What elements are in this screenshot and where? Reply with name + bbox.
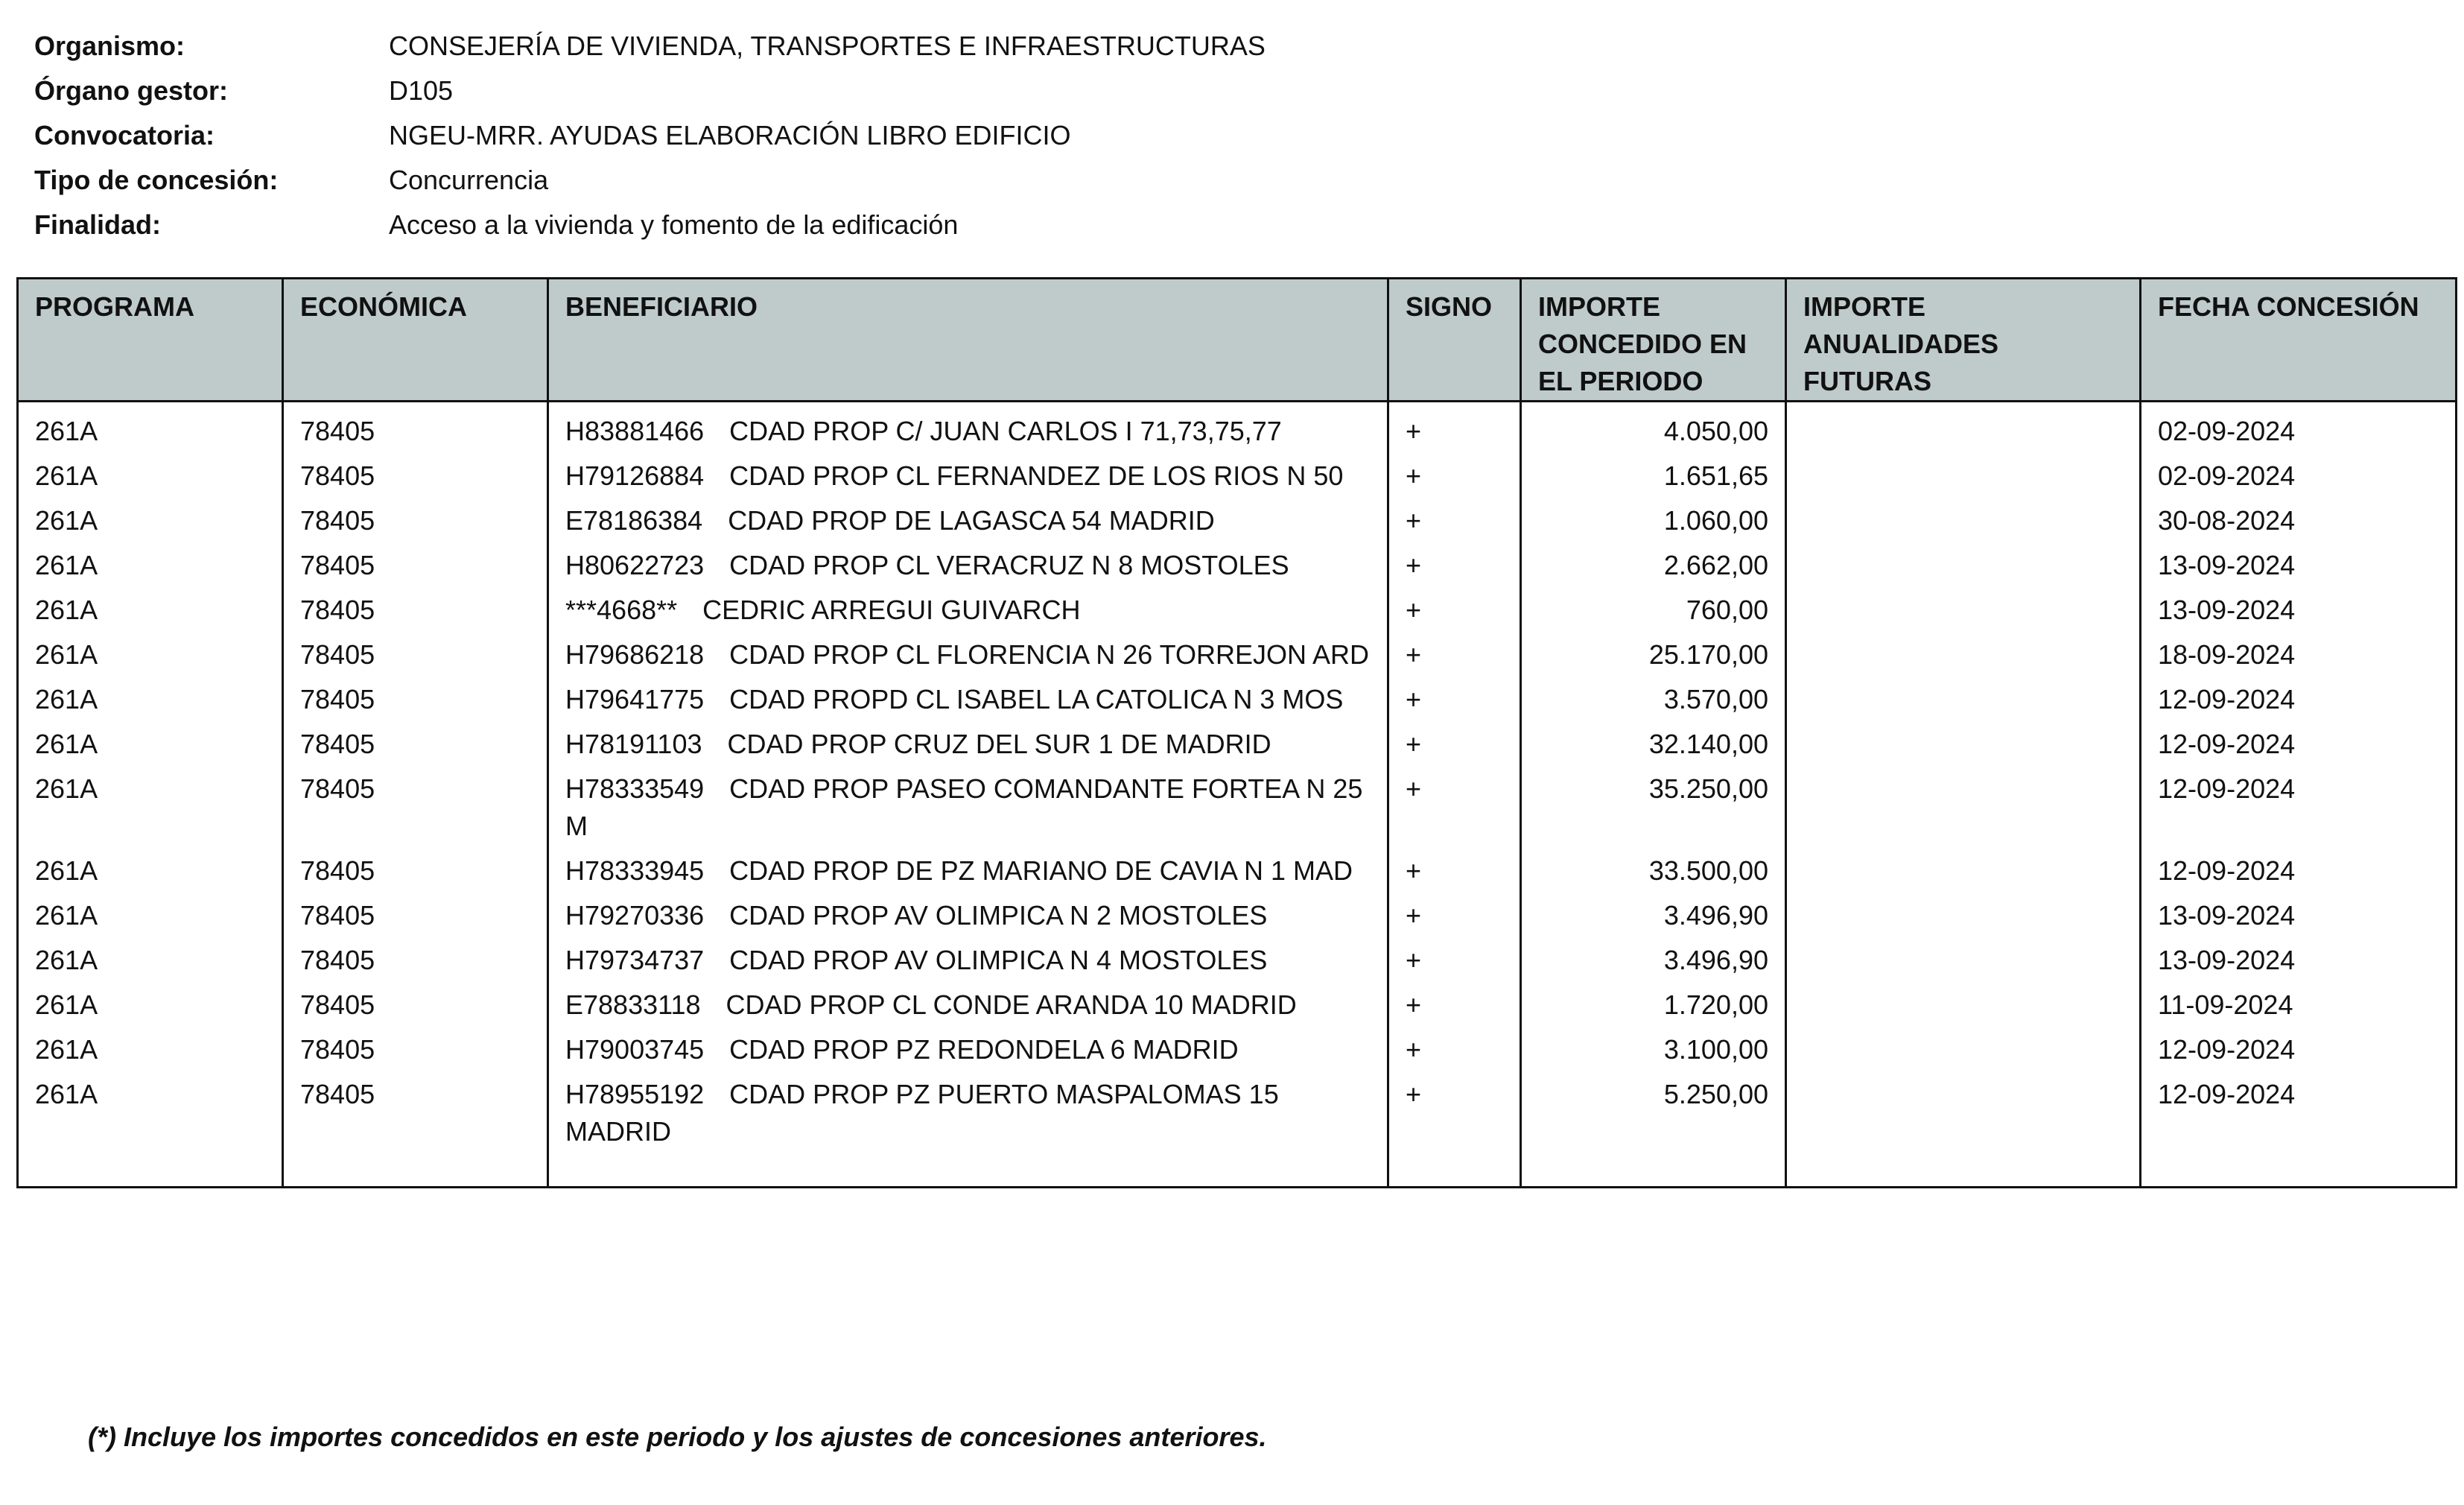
table-row [18,1024,2457,1068]
table-row [18,1068,2457,1188]
table-row [18,979,2457,1024]
cell-beneficiario [548,674,1388,718]
beneficiary-name: CEDRIC ARREGUI GUIVARCH [702,595,1081,625]
beneficiary-name: CDAD PROP PASEO COMANDANTE FORTEA N 25 M [565,773,1363,841]
cell-economica: 78405 [283,979,548,1024]
cell-importe-futuras [1786,674,2141,718]
cell-signo: + [1388,539,1521,584]
cell-importe-futuras [1786,629,2141,674]
table-row [18,629,2457,674]
beneficiary-id: H78955192 [565,1079,705,1109]
cell-programa: 261A [18,718,283,763]
field-value: Acceso a la vivienda y fomento de la edificación [389,209,959,240]
table-row [18,674,2457,718]
cell-beneficiario [548,718,1388,763]
field-label: Tipo de concesión: [34,165,279,195]
cell-importe-concedido: 3.100,00 [1521,1024,1786,1068]
cell-signo: + [1388,450,1521,495]
cell-beneficiario [548,934,1388,979]
field-tipo-concesion [34,158,1266,203]
cell-fecha-concesion: 12-09-2024 [2141,763,2457,845]
cell-fecha-concesion: 12-09-2024 [2141,1024,2457,1068]
table-row [18,890,2457,934]
table-row [18,763,2457,845]
column-header-economica: ECONÓMICA [283,279,548,402]
cell-economica: 78405 [283,629,548,674]
cell-importe-futuras [1786,934,2141,979]
column-header-fecha-concesion: FECHA CONCESIÓN [2141,279,2457,402]
beneficiary-name: CDAD PROP C/ JUAN CARLOS I 71,73,75,77 [729,416,1282,446]
cell-beneficiario [548,1068,1388,1188]
field-label: Finalidad: [34,209,161,240]
cell-signo: + [1388,402,1521,451]
beneficiary-id: H79270336 [565,900,705,931]
cell-programa: 261A [18,584,283,629]
cell-programa: 261A [18,1024,283,1068]
cell-signo: + [1388,718,1521,763]
cell-fecha-concesion: 12-09-2024 [2141,845,2457,890]
cell-programa: 261A [18,1068,283,1188]
cell-programa: 261A [18,495,283,539]
cell-signo: + [1388,763,1521,845]
cell-economica: 78405 [283,718,548,763]
cell-importe-futuras [1786,845,2141,890]
cell-beneficiario [548,629,1388,674]
cell-importe-futuras [1786,450,2141,495]
beneficiary-name: CDAD PROP AV OLIMPICA N 4 MOSTOLES [729,945,1268,975]
cell-fecha-concesion: 02-09-2024 [2141,402,2457,451]
cell-programa: 261A [18,890,283,934]
cell-importe-concedido: 1.060,00 [1521,495,1786,539]
cell-programa: 261A [18,934,283,979]
cell-beneficiario [548,450,1388,495]
beneficiary-id: H79126884 [565,460,705,491]
table-row [18,718,2457,763]
beneficiary-name: CDAD PROP DE LAGASCA 54 MADRID [728,505,1215,536]
footnote: (*) Incluye los importes concedidos en este periodo y los ajustes de concesiones anteriores. [88,1422,1267,1452]
cell-importe-concedido: 1.720,00 [1521,979,1786,1024]
beneficiary-id: H83881466 [565,416,705,446]
beneficiary-id: E78186384 [565,505,703,536]
cell-importe-concedido: 760,00 [1521,584,1786,629]
cell-programa: 261A [18,450,283,495]
cell-economica: 78405 [283,1068,548,1188]
field-value: NGEU-MRR. AYUDAS ELABORACIÓN LIBRO EDIFICIO [389,120,1071,150]
cell-importe-concedido: 25.170,00 [1521,629,1786,674]
cell-programa: 261A [18,539,283,584]
field-label: Órgano gestor: [34,75,229,106]
table-row [18,934,2457,979]
cell-importe-futuras [1786,718,2141,763]
cell-importe-futuras [1786,539,2141,584]
cell-programa: 261A [18,845,283,890]
beneficiary-id: H79003745 [565,1034,705,1065]
beneficiary-id: H78333945 [565,855,705,886]
beneficiary-name: CDAD PROP DE PZ MARIANO DE CAVIA N 1 MAD [729,855,1353,886]
cell-importe-futuras [1786,890,2141,934]
cell-economica: 78405 [283,845,548,890]
cell-programa: 261A [18,763,283,845]
cell-beneficiario [548,495,1388,539]
table-row [18,584,2457,629]
cell-signo: + [1388,674,1521,718]
cell-importe-futuras [1786,1024,2141,1068]
cell-importe-concedido: 33.500,00 [1521,845,1786,890]
cell-economica: 78405 [283,674,548,718]
cell-importe-concedido: 3.570,00 [1521,674,1786,718]
cell-programa: 261A [18,979,283,1024]
cell-fecha-concesion: 13-09-2024 [2141,890,2457,934]
table-row [18,539,2457,584]
cell-fecha-concesion: 13-09-2024 [2141,584,2457,629]
table-row [18,495,2457,539]
cell-fecha-concesion: 12-09-2024 [2141,718,2457,763]
beneficiary-name: CDAD PROP PZ REDONDELA 6 MADRID [729,1034,1239,1065]
beneficiary-id: E78833118 [565,989,701,1020]
cell-importe-futuras [1786,979,2141,1024]
field-organismo [34,24,1266,69]
column-header-importe-concedido: IMPORTE CONCEDIDO EN EL PERIODO [1521,279,1786,402]
cell-signo: + [1388,629,1521,674]
cell-fecha-concesion: 18-09-2024 [2141,629,2457,674]
cell-economica: 78405 [283,934,548,979]
field-value: D105 [389,75,454,106]
cell-fecha-concesion: 12-09-2024 [2141,1068,2457,1188]
cell-programa: 261A [18,629,283,674]
cell-signo: + [1388,1068,1521,1188]
cell-fecha-concesion: 30-08-2024 [2141,495,2457,539]
cell-signo: + [1388,934,1521,979]
cell-fecha-concesion: 13-09-2024 [2141,934,2457,979]
beneficiary-id: H79686218 [565,639,705,670]
cell-fecha-concesion: 12-09-2024 [2141,674,2457,718]
cell-beneficiario [548,890,1388,934]
cell-beneficiario [548,763,1388,845]
table-body [18,402,2457,1188]
field-finalidad [34,203,1266,247]
beneficiary-id: H78333549 [565,773,705,804]
field-value: Concurrencia [389,165,549,195]
field-label: Organismo: [34,31,185,61]
cell-importe-concedido: 32.140,00 [1521,718,1786,763]
cell-importe-futuras [1786,763,2141,845]
field-convocatoria [34,113,1266,158]
cell-signo: + [1388,890,1521,934]
cell-importe-futuras [1786,584,2141,629]
cell-economica: 78405 [283,450,548,495]
cell-beneficiario [548,584,1388,629]
beneficiary-name: CDAD PROP PZ PUERTO MASPALOMAS 15 MADRID [565,1079,1279,1147]
field-label: Convocatoria: [34,120,215,150]
cell-beneficiario [548,402,1388,451]
cell-beneficiario [548,845,1388,890]
cell-signo: + [1388,584,1521,629]
field-value: CONSEJERÍA DE VIVIENDA, TRANSPORTES E INFRAESTRUCTURAS [389,31,1266,61]
cell-signo: + [1388,979,1521,1024]
cell-beneficiario [548,539,1388,584]
column-header-beneficiario: BENEFICIARIO [548,279,1388,402]
beneficiary-name: CDAD PROPD CL ISABEL LA CATOLICA N 3 MOS [729,684,1344,715]
grant-metadata [34,24,1266,247]
cell-economica: 78405 [283,1024,548,1068]
table-header-row [18,279,2457,402]
column-header-signo: SIGNO [1388,279,1521,402]
table-row [18,402,2457,451]
cell-signo: + [1388,495,1521,539]
cell-importe-futuras [1786,495,2141,539]
cell-economica: 78405 [283,890,548,934]
beneficiary-name: CDAD PROP CRUZ DEL SUR 1 DE MADRID [727,729,1271,759]
cell-importe-concedido: 3.496,90 [1521,890,1786,934]
cell-economica: 78405 [283,763,548,845]
cell-fecha-concesion: 11-09-2024 [2141,979,2457,1024]
beneficiary-id: ***4668** [565,595,678,625]
table-row [18,845,2457,890]
cell-importe-concedido: 4.050,00 [1521,402,1786,451]
beneficiary-id: H80622723 [565,550,705,580]
cell-importe-concedido: 1.651,65 [1521,450,1786,495]
cell-beneficiario [548,1024,1388,1068]
cell-importe-futuras [1786,1068,2141,1188]
column-header-importe-futuras: IMPORTE ANUALIDADES FUTURAS [1786,279,2141,402]
cell-economica: 78405 [283,539,548,584]
field-organo-gestor [34,69,1266,113]
cell-fecha-concesion: 13-09-2024 [2141,539,2457,584]
beneficiary-name: CDAD PROP AV OLIMPICA N 2 MOSTOLES [729,900,1268,931]
beneficiary-id: H78191103 [565,729,702,759]
cell-programa: 261A [18,674,283,718]
cell-beneficiario [548,979,1388,1024]
beneficiary-name: CDAD PROP CL FERNANDEZ DE LOS RIOS N 50 [729,460,1344,491]
cell-importe-futuras [1786,402,2141,451]
cell-importe-concedido: 5.250,00 [1521,1068,1786,1188]
cell-fecha-concesion: 02-09-2024 [2141,450,2457,495]
cell-importe-concedido: 3.496,90 [1521,934,1786,979]
cell-signo: + [1388,1024,1521,1068]
beneficiary-name: CDAD PROP CL VERACRUZ N 8 MOSTOLES [729,550,1289,580]
column-header-programa: PROGRAMA [18,279,283,402]
cell-importe-concedido: 35.250,00 [1521,763,1786,845]
cell-importe-concedido: 2.662,00 [1521,539,1786,584]
beneficiary-name: CDAD PROP CL CONDE ARANDA 10 MADRID [725,989,1297,1020]
table-row [18,450,2457,495]
beneficiary-id: H79734737 [565,945,705,975]
cell-economica: 78405 [283,495,548,539]
grants-table [16,277,2457,1188]
cell-economica: 78405 [283,402,548,451]
beneficiary-id: H79641775 [565,684,705,715]
cell-signo: + [1388,845,1521,890]
cell-economica: 78405 [283,584,548,629]
cell-programa: 261A [18,402,283,451]
beneficiary-name: CDAD PROP CL FLORENCIA N 26 TORREJON ARD [729,639,1370,670]
